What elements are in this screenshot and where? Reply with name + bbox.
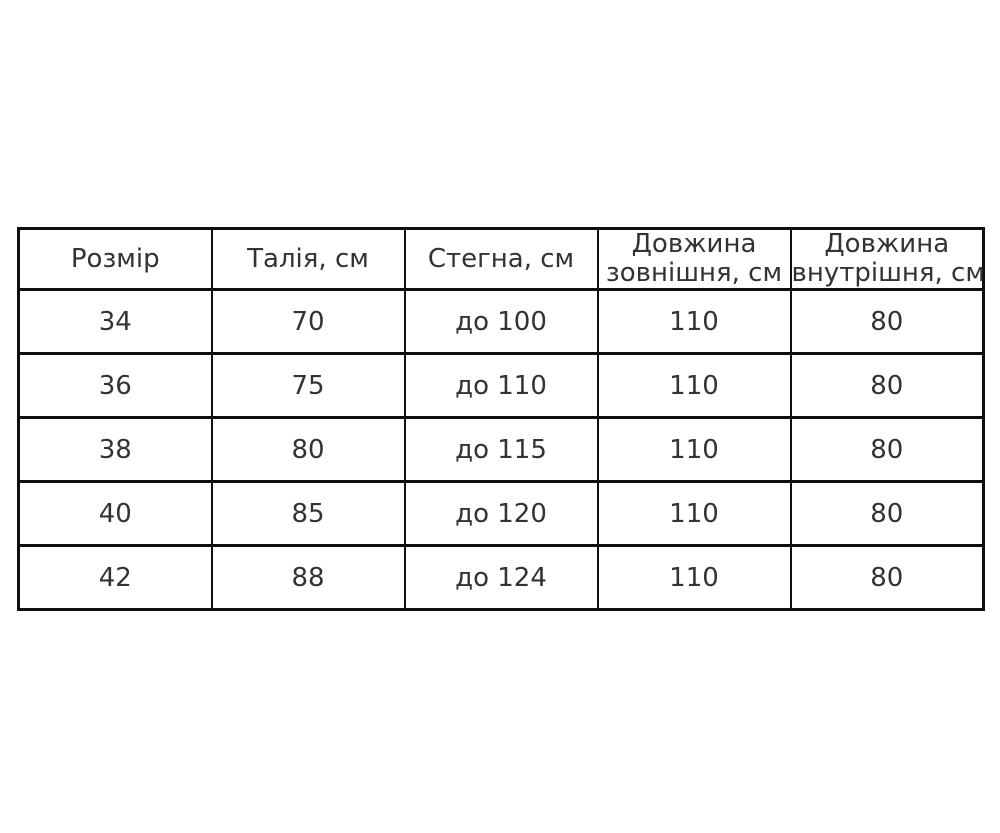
table-cell: 42: [19, 546, 212, 610]
col-header-inner-length-label-1: Довжина: [824, 229, 950, 259]
table-cell: 80: [212, 418, 405, 482]
table-row-size-40: [19, 482, 984, 546]
table-cell: до 120: [405, 482, 598, 546]
table-row-size-42: [19, 546, 984, 610]
table-cell: до 115: [405, 418, 598, 482]
table-row-size-36: [19, 354, 984, 418]
table-cell: 110: [598, 418, 791, 482]
table-cell: до 110: [405, 354, 598, 418]
header-row: [19, 229, 984, 290]
size-table-container: [17, 227, 985, 611]
col-header-size: [19, 229, 212, 290]
table-cell: до 124: [405, 546, 598, 610]
table-cell: 70: [212, 290, 405, 354]
table-cell: 40: [19, 482, 212, 546]
col-header-outer-length: [598, 229, 791, 290]
size-table: [17, 227, 985, 611]
col-header-inner-length-label-2: внутрішня, см: [791, 258, 985, 288]
table-cell: 36: [19, 354, 212, 418]
table-cell: 38: [19, 418, 212, 482]
table-cell: 34: [19, 290, 212, 354]
table-cell: 110: [598, 482, 791, 546]
table-cell: 110: [598, 546, 791, 610]
table-row-size-34: [19, 290, 984, 354]
col-header-waist-label: Талія, см: [247, 243, 369, 274]
col-header-hips: [405, 229, 598, 290]
table-cell: 80: [791, 290, 984, 354]
table-cell: 80: [791, 546, 984, 610]
col-header-outer-length-label-2: зовнішня, см: [605, 258, 783, 288]
table-cell: 80: [791, 418, 984, 482]
col-header-hips-label: Стегна, см: [427, 243, 575, 274]
col-header-size-label: Розмір: [70, 243, 160, 274]
col-header-inner-length: [791, 229, 984, 290]
table-cell: 80: [791, 354, 984, 418]
table-row-size-38: [19, 418, 984, 482]
table-cell: до 100: [405, 290, 598, 354]
col-header-waist: [212, 229, 405, 290]
table-cell: 85: [212, 482, 405, 546]
table-cell: 75: [212, 354, 405, 418]
table-cell: 110: [598, 354, 791, 418]
table-cell: 88: [212, 546, 405, 610]
table-cell: 80: [791, 482, 984, 546]
table-cell: 110: [598, 290, 791, 354]
col-header-outer-length-label-1: Довжина: [631, 229, 757, 259]
